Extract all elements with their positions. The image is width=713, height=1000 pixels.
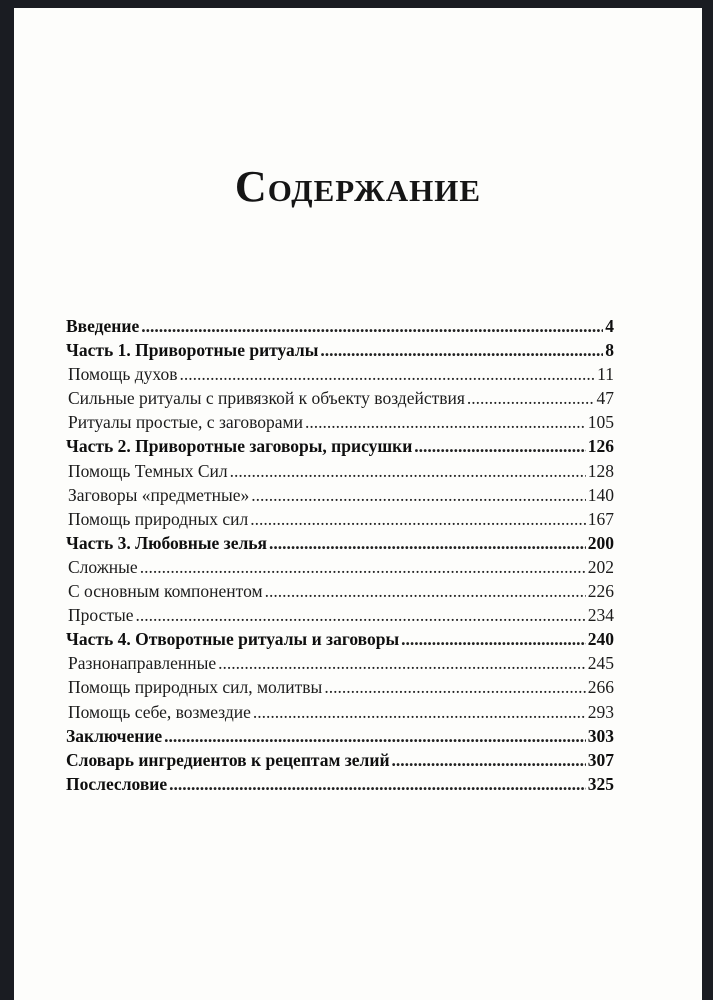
toc-dot-leader xyxy=(324,675,585,699)
toc-page-number: 128 xyxy=(587,460,614,481)
toc-dot-leader xyxy=(305,410,586,434)
toc-subsection-entry xyxy=(66,603,614,627)
table-of-contents xyxy=(66,314,614,796)
toc-page-number: 202 xyxy=(587,556,614,577)
toc-subsection-entry xyxy=(66,555,614,579)
toc-dot-leader xyxy=(251,483,586,507)
toc-section-entry xyxy=(66,772,614,796)
toc-page-number: 8 xyxy=(605,340,614,361)
toc-entry-label: Помощь себе, возмездие xyxy=(68,701,251,722)
toc-section-entry xyxy=(66,627,614,651)
toc-entry-label: Словарь ингредиентов к рецептам зелий xyxy=(66,749,390,770)
toc-page-number: 200 xyxy=(587,532,614,553)
toc-entry-label: Простые xyxy=(68,605,134,626)
toc-dot-leader xyxy=(141,314,603,338)
book-page xyxy=(14,8,702,1000)
toc-entry-label: Ритуалы простые, с заговорами xyxy=(68,412,303,433)
toc-entry-label: Часть 3. Любовные зелья xyxy=(66,532,268,553)
toc-subsection-entry xyxy=(66,700,614,724)
toc-subsection-entry xyxy=(66,483,614,507)
toc-entry-label: С основным компонентом xyxy=(68,581,263,602)
toc-entry-label: Введение xyxy=(66,316,140,336)
toc-entry-label: Послесловие xyxy=(66,773,168,794)
toc-entry-label: Заговоры «предметные» xyxy=(68,484,250,505)
toc-page-number: 11 xyxy=(597,364,614,385)
toc-page-number: 105 xyxy=(587,412,614,433)
page-title: Содержание xyxy=(234,162,482,212)
toc-subsection-entry xyxy=(66,675,614,699)
toc-page-number: 234 xyxy=(587,605,614,626)
toc-page-number: 4 xyxy=(605,316,614,336)
toc-dot-leader xyxy=(250,507,586,531)
toc-subsection-entry xyxy=(66,410,614,434)
toc-dot-leader xyxy=(218,651,586,675)
toc-page-number: 240 xyxy=(587,629,614,650)
toc-page-number: 266 xyxy=(587,677,614,698)
toc-page-number: 47 xyxy=(596,388,614,409)
toc-section-entry xyxy=(66,531,614,555)
toc-dot-leader xyxy=(392,748,586,772)
toc-subsection-entry xyxy=(66,579,614,603)
toc-section-entry xyxy=(66,724,614,748)
toc-section-entry xyxy=(66,434,614,458)
toc-entry-label: Сильные ритуалы с привязкой к объекту воздействия xyxy=(68,388,465,409)
toc-page-number: 140 xyxy=(587,484,614,505)
toc-dot-leader xyxy=(253,700,586,724)
toc-entry-label: Сложные xyxy=(68,556,138,577)
toc-dot-leader xyxy=(265,579,586,603)
toc-dot-leader xyxy=(179,362,595,386)
toc-entry-label: Часть 4. Отворотные ритуалы и заговоры xyxy=(66,629,400,650)
toc-entry-label: Помощь Темных Сил xyxy=(68,460,228,481)
toc-dot-leader xyxy=(269,531,586,555)
toc-entry-label: Помощь природных сил, молитвы xyxy=(68,677,323,698)
toc-dot-leader xyxy=(467,386,595,410)
toc-page-number: 226 xyxy=(587,581,614,602)
toc-page-number: 303 xyxy=(587,725,614,746)
toc-page-number: 245 xyxy=(587,653,614,674)
toc-page-number: 167 xyxy=(587,508,614,529)
toc-page-number: 293 xyxy=(587,701,614,722)
toc-dot-leader xyxy=(414,434,585,458)
toc-entry-label: Часть 1. Приворотные ритуалы xyxy=(66,340,319,361)
toc-page-number: 307 xyxy=(587,749,614,770)
toc-section-entry xyxy=(66,748,614,772)
toc-section-entry xyxy=(66,314,614,338)
toc-dot-leader xyxy=(230,459,586,483)
toc-entry-label: Часть 2. Приворотные заговоры, присушки xyxy=(66,436,413,457)
toc-subsection-entry xyxy=(66,651,614,675)
toc-dot-leader xyxy=(140,555,586,579)
toc-entry-label: Заключение xyxy=(66,725,163,746)
toc-entry-label: Помощь духов xyxy=(68,364,178,385)
toc-subsection-entry xyxy=(66,507,614,531)
toc-page-number: 325 xyxy=(587,773,614,794)
toc-dot-leader xyxy=(169,772,586,796)
toc-subsection-entry xyxy=(66,386,614,410)
toc-page-number: 126 xyxy=(587,436,614,457)
toc-entry-label: Помощь природных сил xyxy=(68,508,249,529)
toc-dot-leader xyxy=(401,627,586,651)
toc-subsection-entry xyxy=(66,362,614,386)
toc-dot-leader xyxy=(320,338,603,362)
toc-dot-leader xyxy=(164,724,586,748)
toc-subsection-entry xyxy=(66,459,614,483)
toc-dot-leader xyxy=(136,603,586,627)
toc-section-entry xyxy=(66,338,614,362)
toc-entry-label: Разнонаправленные xyxy=(68,653,217,674)
